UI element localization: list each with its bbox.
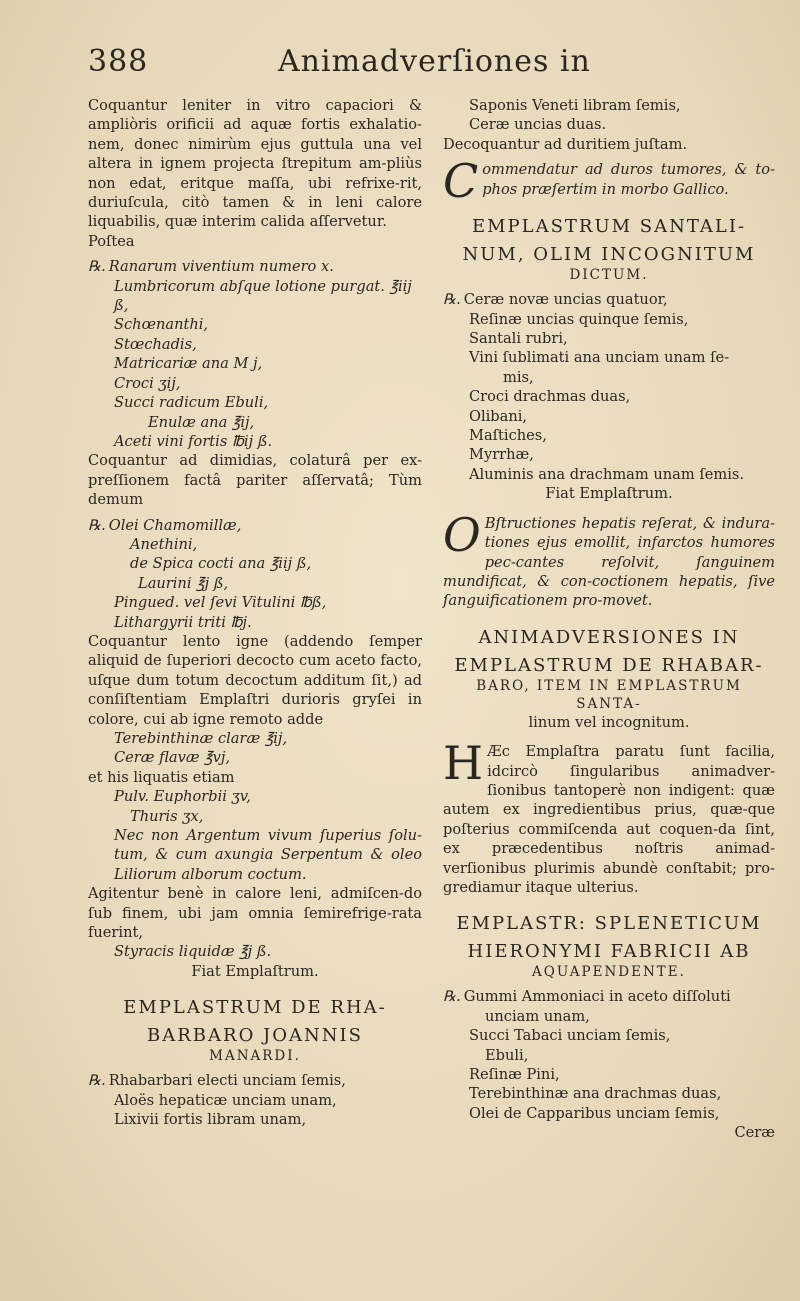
ingredient: Myrrhæ,: [469, 446, 534, 464]
ingredient: Lumbricorum abſque lotione purgat. ℥iij ß,: [114, 277, 412, 315]
ingredient: Thuris ʒx,: [130, 807, 204, 825]
ingredient: Stœchadis,: [114, 335, 197, 353]
recipe-text: Olei Chamomillæ,: [108, 516, 242, 534]
ingredient: Terebinthinæ ana drachmas duas,: [469, 1085, 722, 1103]
ingredient: Terebinthinæ claræ ℥ij,: [114, 730, 288, 747]
ingredient: Aloës hepaticæ unciam unam,: [114, 1091, 337, 1109]
ingredient: Reſinæ uncias quinque ſemis,: [469, 310, 689, 328]
page-number: 388: [88, 44, 149, 79]
ingredient: Lixivii fortis libram unam,: [114, 1111, 307, 1129]
recipe-line: [443, 987, 775, 1006]
section-heading: EMPLASTR: SPLENETICUM: [456, 913, 762, 935]
ingredient: Maſtiches,: [469, 427, 547, 445]
italic-paragraph: Nec non Argentum vivum ſuperius ſolu-tum, & cum axungia Serpentum & oleo Liliorum alborum coctum.: [114, 827, 422, 883]
ingredient: unciam unam,: [485, 1007, 590, 1025]
ingredient: Matricariæ ana M j,: [114, 355, 263, 373]
section-subheading: MANARDI.: [209, 1048, 301, 1065]
recipe-text: Gummi Ammoniaci in aceto diſſoluti: [463, 988, 731, 1006]
fiat-line: Fiat Emplaſtrum.: [191, 962, 319, 980]
left-column: [88, 96, 422, 1130]
ingredient: Vini ſublimati ana unciam unam ſe-: [469, 349, 730, 367]
italic-paragraph: [443, 154, 775, 209]
ingredient: Olibani,: [469, 407, 528, 425]
ingredient: Styracis liquidæ ℥j ß.: [114, 943, 272, 961]
ingredient: Succi radicum Ebuli,: [114, 394, 269, 412]
paragraph: et his liquatis etiam: [88, 768, 235, 786]
ingredient: Enulæ ana ℥ij,: [148, 413, 255, 431]
section-heading: BARBARO JOANNIS: [147, 1025, 363, 1047]
catchword: Ceræ: [734, 1124, 775, 1142]
recipe-text: Ceræ novæ uncias quatuor,: [463, 291, 668, 309]
ingredient: Saponis Veneti libram ſemis,: [469, 97, 681, 114]
ingredient: Croci ʒij,: [114, 374, 181, 392]
ingredient: Croci drachmas duas,: [469, 388, 631, 406]
ingredient: Aceti vini fortis ℔ij ß.: [114, 432, 273, 450]
section-heading: NUM, OLIM INCOGNITUM: [462, 244, 756, 266]
section-subheading: DICTUM.: [569, 267, 649, 284]
paragraph: Agitentur benè in calore leni, admiſcen-do ſub finem, ubi jam omnia ſemirefrige-rata fuerint,: [88, 885, 422, 942]
italic-paragraph: [443, 507, 775, 611]
recipe-text: Ranarum viventium numero x.: [108, 258, 334, 276]
paragraph: Coquantur lento igne (addendo ſemper aliquid de ſuperiori decocto cum aceto facto, uſque dum totum decoctum additum ſit,) ad conſiſtentiam Emplaſtri durioris gryſei in colore, cui ab igne remoto adde: [88, 632, 422, 728]
section-heading: ANIMADVERSIONES IN: [478, 626, 740, 648]
ingredient: Succi Tabaci unciam ſemis,: [469, 1027, 671, 1045]
page-header: [0, 44, 800, 88]
section-heading: HIERONYMI FABRICII AB: [467, 941, 751, 963]
ingredient: Lithargyrii triti ℔j.: [114, 613, 252, 631]
section-subheading: AQUAPENDENTE.: [532, 964, 686, 981]
section-heading: EMPLASTRUM SANTALI-: [471, 216, 747, 238]
ingredient: Schœnanthi,: [114, 316, 209, 334]
ingredient: Ebuli,: [485, 1046, 529, 1064]
recipe-line: [88, 516, 422, 535]
running-title: Animadverſiones in: [278, 44, 591, 79]
ingredient: Anethini,: [130, 535, 198, 553]
right-column: [443, 96, 775, 1143]
drop-cap-text: ommendatur ad duros tumores, & to-phos præſertim in morbo Gallico.: [482, 161, 775, 198]
ingredient: Ceræ flavæ ℥vj,: [114, 749, 231, 767]
paragraph: Coquantur ad dimidias, colaturâ per ex-preſſionem factâ pariter aſſervatâ; Tùm demum: [88, 452, 422, 509]
ingredient: Aluminis ana drachmam unam ſemis.: [469, 465, 745, 483]
recipe-symbol: ℞.: [443, 291, 461, 309]
drop-cap: O: [443, 507, 481, 562]
recipe-line: [88, 257, 422, 276]
ingredient: Pulv. Euphorbii ʒv,: [114, 788, 251, 806]
ingredient: Reſinæ Pini,: [469, 1066, 560, 1083]
recipe-line: [88, 1071, 422, 1090]
fiat-line: Fiat Emplaſtrum.: [545, 485, 673, 503]
ingredient: de Spica cocti ana ℥iij ß,: [130, 555, 312, 573]
section-heading: EMPLASTRUM DE RHABAR-: [454, 654, 764, 676]
drop-cap: H: [443, 736, 484, 791]
drop-cap: C: [443, 154, 479, 209]
recipe-symbol: ℞.: [88, 516, 106, 534]
section-subheading: BARO, ITEM IN EMPLASTRUM SANTA-: [476, 677, 742, 712]
paragraph: [443, 736, 775, 897]
recipe-symbol: ℞.: [443, 988, 461, 1006]
section-heading: EMPLASTRUM DE RHA-: [123, 997, 387, 1019]
paragraph: Decoquantur ad duritiem juſtam.: [443, 135, 688, 153]
ingredient: Olei de Capparibus unciam ſemis,: [469, 1104, 720, 1122]
recipe-line: [443, 290, 775, 309]
drop-cap-text: Æc Emplaſtra paratu ſunt facilia, idcircò ſingularibus animadver-ſionibus tantoperè non indigent: quæ autem ex ingredientibus prius, quæ-que poſterius commiſcenda aut coquen-da ſint, ex præcedentibus noſtris animad-verſionibus plurimis abundè conſtabit; pro-grediamur itaque ulterius.: [443, 743, 775, 896]
ingredient: Laurini ℥j ß,: [138, 574, 229, 592]
section-subheading: linum vel incognitum.: [528, 713, 690, 731]
paragraph: Poſtea: [88, 232, 135, 250]
recipe-symbol: ℞.: [88, 258, 106, 276]
recipe-symbol: ℞.: [88, 1072, 106, 1090]
recipe-text: Rhabarbari electi unciam ſemis,: [108, 1072, 346, 1090]
paragraph: Coquantur leniter in vitro capaciori & ampliòris orificii ad aquæ fortis exhalatio-nem, donec nimirùm ejus guttula una vel altera in ignem projecta ſtrepitum am-pliùs non edat, eritque maſſa, ubi refrixe-rit, duriuſcula, citò tamen & in leni calore liquabilis, quæ interim calida aſſervetur.: [88, 97, 422, 231]
ingredient: Ceræ uncias duas.: [469, 116, 607, 134]
ingredient: Santali rubri,: [469, 330, 568, 348]
ingredient: Pingued. vel ſevi Vitulini ℔ß,: [114, 594, 327, 612]
ingredient: mis,: [503, 368, 534, 386]
drop-cap-text: Bſtructiones hepatis reſerat, & indura-tiones ejus emollit, infarctos humores pec-cantes reſolvit, ſanguinem mundificat, & con-coctionem hepatis, ſive ſanguificationem pro-movet.: [443, 514, 775, 610]
